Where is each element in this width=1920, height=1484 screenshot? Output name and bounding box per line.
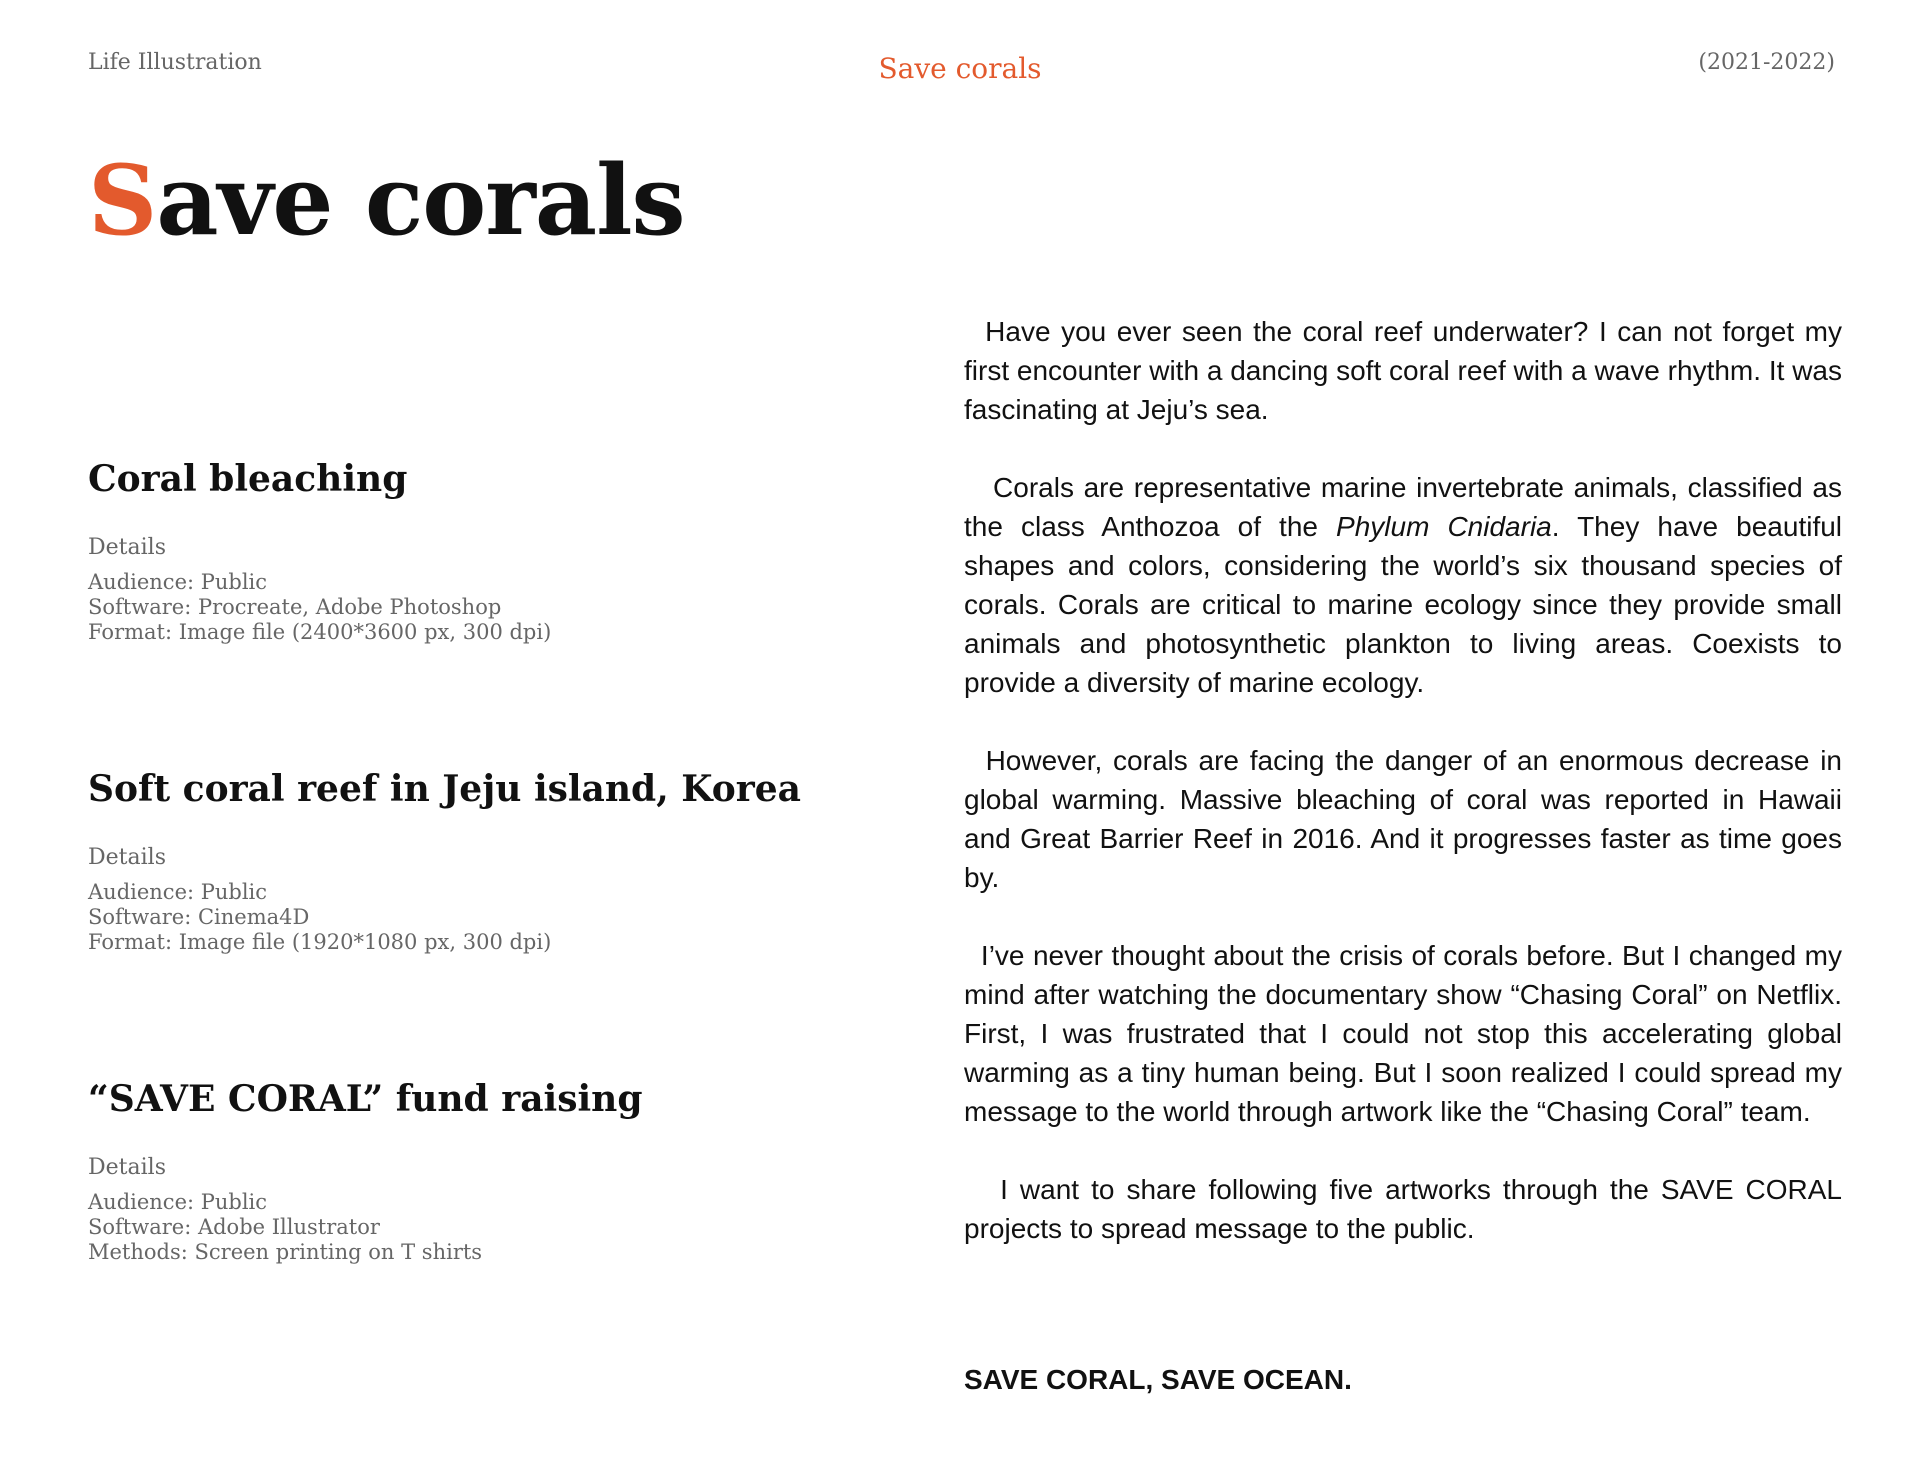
header-section-label: Life Illustration [88, 50, 262, 75]
body-paragraph-share [964, 1170, 1842, 1248]
body-text [964, 312, 1842, 1287]
project-title: “SAVE CORAL” fund raising [88, 1078, 643, 1120]
body-paragraph-danger [964, 741, 1842, 897]
body-paragraph-chasing-coral [964, 936, 1842, 1131]
paragraph-italic-text: Phylum Cnidaria [1336, 511, 1552, 542]
paragraph-text: Have you ever seen the coral reef underwater? I can not forget my first encounter with a dancing soft coral reef with a wave rhythm. It was fascinating at Jeju’s sea. [964, 316, 1842, 425]
details-line: Format: Image file (2400*3600 px, 300 dpi) [88, 620, 552, 645]
paragraph-text: I’ve never thought about the crisis of corals before. But I changed my mind after watching the documentary show “Chasing Coral” on Netflix. First, I was frustrated that I could not stop this accelerating global warming as a tiny human being. But I soon realized I could spread my message to the world through artwork like the “Chasing Coral” team. [964, 940, 1842, 1127]
details-line: Audience: Public [88, 880, 268, 905]
project-coral-bleaching [88, 458, 868, 645]
details-line: Audience: Public [88, 570, 268, 595]
paragraph-text: However, corals are facing the danger of an enormous decrease in global warming. Massive bleaching of coral was reported in Hawaii and Great Barrier Reef in 2016. And it progresses faster as time goes by. [964, 745, 1843, 893]
details-line: Software: Cinema4D [88, 905, 310, 930]
project-soft-coral-reef [88, 768, 868, 955]
page-title [88, 144, 685, 257]
details-list [88, 1190, 868, 1265]
project-title: Soft coral reef in Jeju island, Korea [88, 768, 802, 810]
title-initial: S [88, 144, 157, 257]
closing-slogan: SAVE CORAL, SAVE OCEAN. [964, 1364, 1352, 1395]
paragraph-text: . They have beautiful shapes and colors, considering the world’s six thousand species of corals. Corals are critical to marine ecology since they provide small animals and photosynthetic plankton to living areas. Coexists to provide a diversity of marine ecology. [964, 511, 1843, 698]
details-list [88, 880, 868, 955]
header-page-title: Save corals [878, 52, 1042, 85]
details-list [88, 570, 868, 645]
details-line: Software: Procreate, Adobe Photoshop [88, 595, 502, 620]
details-label: Details [88, 535, 166, 561]
details-line: Software: Adobe Illustrator [88, 1215, 380, 1240]
details-label: Details [88, 845, 166, 871]
header-date-range: (2021-2022) [1698, 50, 1835, 75]
details-label: Details [88, 1155, 166, 1181]
paragraph-text: Corals are representative marine invertebrate animals, classified as the class Anthozoa of the [964, 472, 1842, 542]
details-line: Methods: Screen printing on T shirts [88, 1240, 483, 1265]
project-title: Coral bleaching [88, 458, 408, 500]
paragraph-text: I want to share following five artworks through the SAVE CORAL projects to spread message to the public. [964, 1174, 1842, 1244]
title-rest: ave corals [156, 144, 685, 257]
body-paragraph-intro [964, 312, 1842, 429]
details-line: Audience: Public [88, 1190, 268, 1215]
project-fund-raising [88, 1078, 868, 1265]
details-line: Format: Image file (1920*1080 px, 300 dpi) [88, 930, 552, 955]
body-paragraph-corals [964, 468, 1842, 702]
